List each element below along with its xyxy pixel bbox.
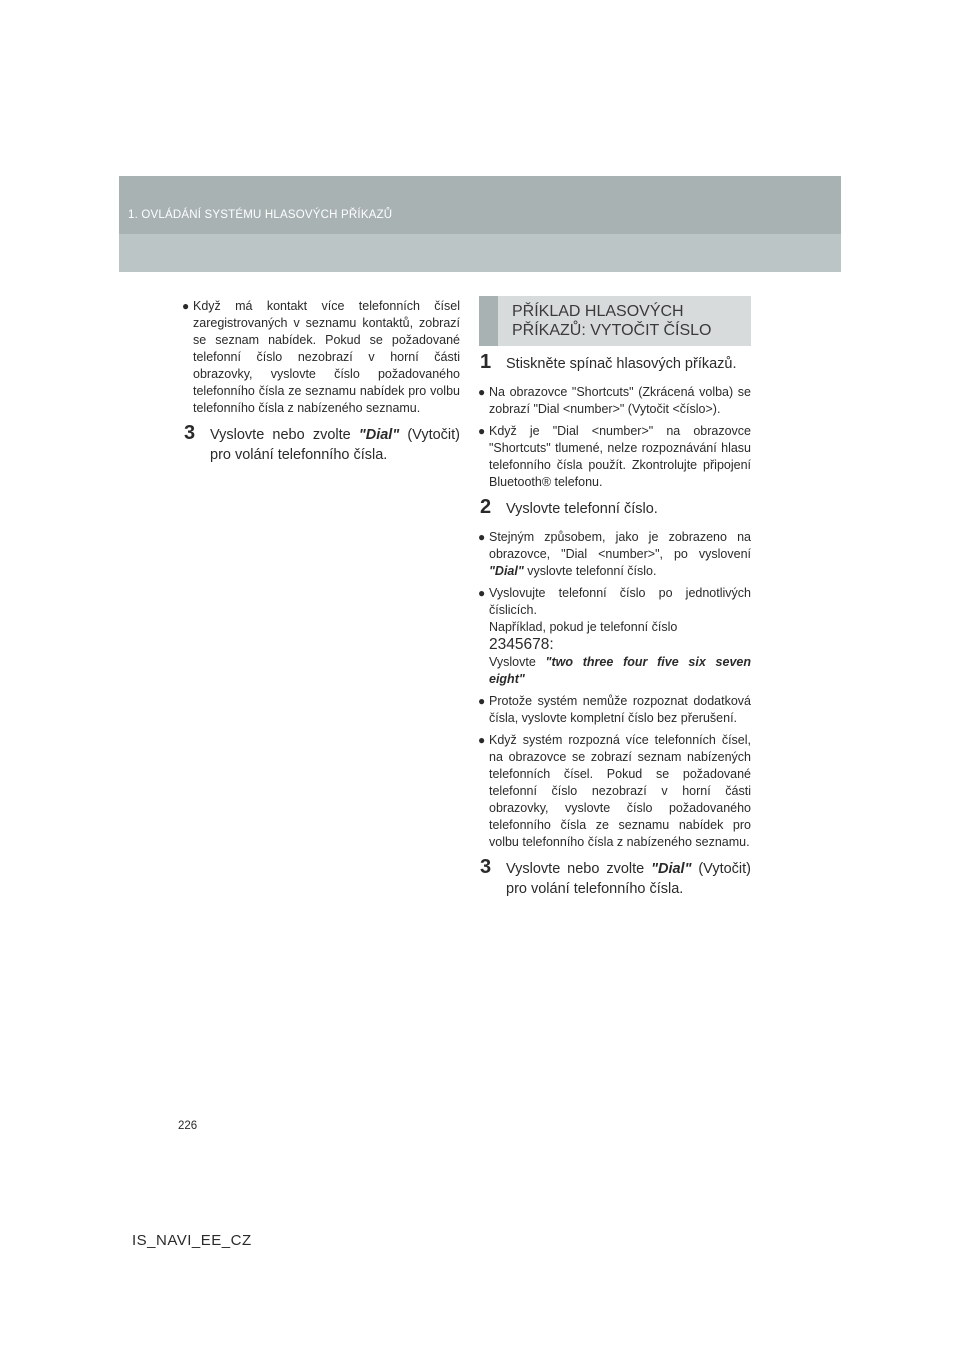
list-item: ● Vyslovujte telefonní číslo po jednotlivých číslicích. Například, pokud je telefonní číslo 2345678: Vyslovte "two three four five six seven eight"	[478, 586, 751, 686]
step-1: 1 Stiskněte spínač hlasových příkazů.	[480, 351, 737, 373]
bullet-icon: ●	[478, 733, 486, 747]
section-bar	[479, 296, 498, 346]
document-code: IS_NAVI_EE_CZ	[132, 1232, 252, 1249]
header-subband	[119, 234, 841, 272]
bullet-icon: ●	[182, 299, 190, 313]
step-number: 3	[184, 422, 196, 444]
voice-command: "Dial"	[489, 564, 524, 578]
page-number: 226	[178, 1120, 198, 1132]
step-3: 3 Vyslovte nebo zvolte "Dial" (Vytočit) pro volání telefonního čísla.	[480, 856, 751, 897]
section-heading	[479, 296, 751, 346]
list-item: ● Když je "Dial <number>" na obrazovce "Shortcuts" tlumené, nelze rozpoznávání hlasu telefonního čísla použít. Zkontrolujte připojení Bluetooth® telefonu.	[478, 424, 751, 489]
list-item: ● Když systém rozpozná více telefonních čísel, na obrazovce se zobrazí seznam nabízených telefonních čísel. Pokud se požadované telefonní číslo nezobrazí v horní části obrazovky, vyslovte číslo požadovaného telefonního čísla ze seznamu nabídek pro volbu telefonního čísla z nabízeného seznamu.	[478, 733, 751, 849]
bullet-icon: ●	[478, 586, 486, 600]
bullet-icon: ●	[478, 424, 486, 438]
list-item: ● Stejným způsobem, jako je zobrazeno na obrazovce, "Dial <number>", po vyslovení "Dial" vyslovte telefonní číslo.	[478, 530, 751, 578]
chapter-title: 1. OVLÁDÁNÍ SYSTÉMU HLASOVÝCH PŘÍKAZŮ	[128, 209, 393, 221]
list-item: ● Když má kontakt více telefonních čísel zaregistrovaných v seznamu kontaktů, zobrazí se seznam nabídek. Pokud se požadované telefonní číslo nezobrazí v horní části obrazovky, vyslovte číslo požadovaného telefonního čísla ze seznamu nabídek pro volbu telefonního čísla z nabízeného seznamu.	[182, 299, 460, 415]
bullet-icon: ●	[478, 385, 486, 399]
step-3: 3 Vyslovte nebo zvolte "Dial" (Vytočit) pro volání telefonního čísla.	[184, 422, 460, 463]
bullet-icon: ●	[478, 694, 486, 708]
step-number: 3	[480, 856, 492, 878]
step-number: 1	[480, 351, 492, 373]
voice-command: "Dial"	[651, 861, 692, 877]
example-number: 2345678:	[489, 636, 554, 653]
right-column	[479, 296, 751, 909]
voice-command: "Dial"	[358, 427, 400, 443]
voice-command: "two three four five six seven eight"	[489, 655, 751, 686]
list-item: ● Na obrazovce "Shortcuts" (Zkrácená volba) se zobrazí "Dial <number>" (Vytočit <číslo>).	[478, 385, 751, 416]
list-item: ● Protože systém nemůže rozpoznat dodatková čísla, vyslovte kompletní číslo bez přerušení.	[478, 694, 751, 725]
step-2: 2 Vyslovte telefonní číslo.	[480, 496, 658, 518]
header-band	[119, 176, 841, 272]
bullet-icon: ●	[478, 530, 486, 544]
step-number: 2	[480, 496, 492, 518]
section-title: PŘÍKLAD HLASOVÝCH PŘÍKAZŮ: VYTOČIT ČÍSLO	[512, 303, 712, 339]
left-column	[183, 298, 460, 475]
